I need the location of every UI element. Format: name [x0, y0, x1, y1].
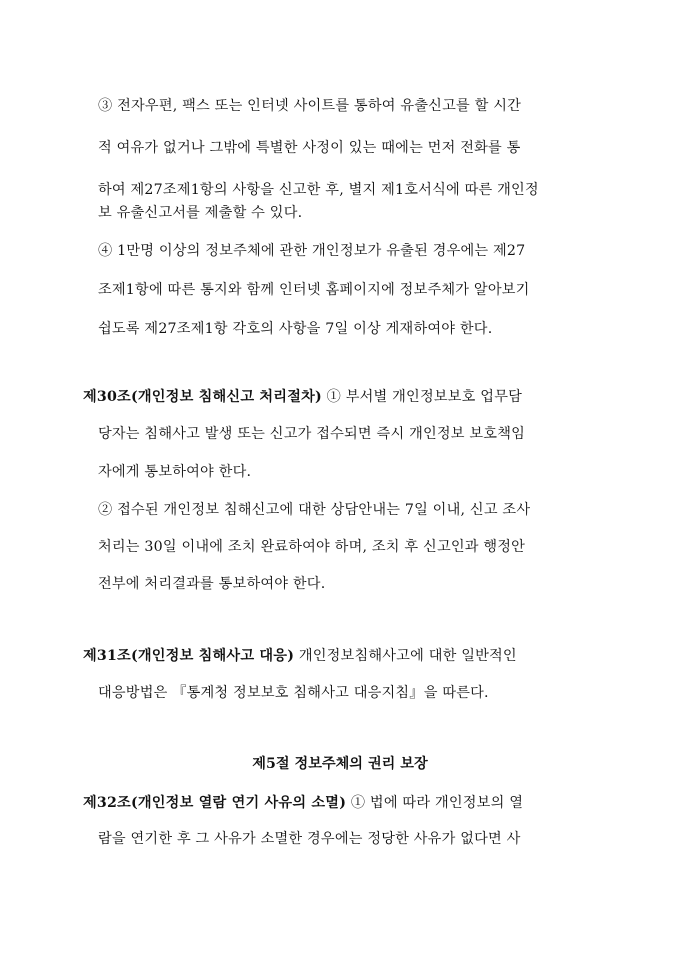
article-heading: 제31조(개인정보 침해사고 대응): [83, 648, 295, 664]
art31-line-1-text: 개인정보침해사고에 대한 일반적인: [294, 648, 517, 664]
art30-p1-line-2: 당자는 침해사고 발생 또는 신고가 접수되면 즉시 개인정보 보호책임: [98, 426, 526, 442]
art32-line-2: 람을 연기한 후 그 사유가 소멸한 경우에는 정당한 사유가 없다면 사: [98, 831, 521, 847]
art29-p4-line-2: 조제1항에 따른 통지와 함께 인터넷 홈페이지에 정보주체가 알아보기: [98, 282, 530, 298]
article-heading: 제32조(개인정보 열람 연기 사유의 소멸): [83, 795, 347, 811]
art29-p3-line-2: 적 여유가 없거나 그밖에 특별한 사정이 있는 때에는 먼저 전화를 통: [98, 140, 521, 156]
art31-line-2: 대응방법은 『통계청 정보보호 침해사고 대응지침』을 따른다.: [98, 685, 489, 701]
art29-p4-line-1: ④ 1만명 이상의 정보주체에 관한 개인정보가 유출된 경우에는 제27: [98, 243, 526, 259]
art29-p3-line-1: ③ 전자우편, 팩스 또는 인터넷 사이트를 통하여 유출신고를 할 시간: [98, 98, 522, 114]
art30-line-1-text: ① 부서별 개인정보보호 업무담: [321, 389, 523, 405]
art30-p2-line-2: 처리는 30일 이내에 조치 완료하여야 하며, 조치 후 신고인과 행정안: [98, 539, 526, 555]
art30-p2-line-1: ② 접수된 개인정보 침해신고에 대한 상담안내는 7일 이내, 신고 조사: [98, 502, 531, 518]
article-heading: 제30조(개인정보 침해신고 처리절차): [83, 389, 322, 405]
art29-p3-line-3: 하여 제27조제1항의 사항을 신고한 후, 별지 제1호서식에 따른 개인정: [98, 182, 539, 198]
art30-p2-line-3: 전부에 처리결과를 통보하여야 한다.: [98, 576, 326, 592]
art31-line-1: [83, 645, 517, 665]
art29-p3-line-4: 보 유출신고서를 제출할 수 있다.: [98, 205, 303, 221]
art30-p1-line-3: 자에게 통보하여야 한다.: [98, 464, 252, 480]
art30-line-1: [83, 386, 522, 406]
art32-line-1-text: ① 법에 따라 개인정보의 열: [346, 795, 524, 811]
art29-p4-line-3: 쉽도록 제27조제1항 각호의 사항을 7일 이상 게재하여야 한다.: [98, 321, 493, 337]
section-title: 제5절 정보주체의 권리 보장: [252, 756, 428, 772]
art32-line-1: [83, 792, 523, 812]
